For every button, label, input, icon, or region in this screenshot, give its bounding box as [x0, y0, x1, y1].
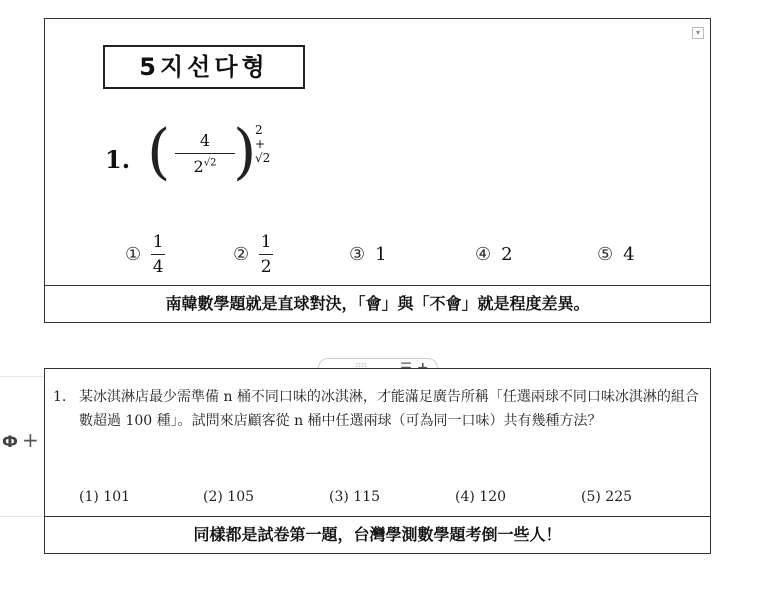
option-5[interactable]: ⑤ 4 [597, 243, 635, 265]
dropdown-arrow-icon[interactable]: ▾ [692, 27, 704, 39]
expression-numerator: 4 [199, 131, 211, 150]
option-2[interactable]: ② 1 2 [233, 231, 272, 277]
card2-caption: 同樣都是試卷第一題，台灣學測數學題考倒一些人！ [45, 516, 710, 553]
card1-caption: 南韓數學題就是直球對決，「會」與「不會」就是程度差異。 [45, 285, 710, 322]
denominator-base: 2 [193, 157, 204, 176]
option-3[interactable]: ③ 1 [349, 243, 387, 265]
choice-5[interactable]: (5) 225 [581, 489, 633, 505]
left-paren: ( [147, 117, 171, 187]
korean-exam-card [44, 18, 711, 323]
right-paren: ) [233, 117, 257, 187]
taiwan-question [53, 385, 703, 505]
drag-handle-icon[interactable]: Ф [2, 432, 18, 451]
korean-options [125, 229, 685, 279]
expression-fraction [175, 131, 235, 176]
choice-3[interactable]: (3) 115 [329, 489, 381, 505]
left-handle-bottom-line [0, 516, 44, 517]
question-number: 1. [105, 145, 131, 174]
choice-4[interactable]: (4) 120 [455, 489, 507, 505]
left-handle-top-line [0, 376, 44, 377]
option-1[interactable]: ① 1 4 [125, 231, 164, 277]
choice-1[interactable]: (1) 101 [79, 489, 131, 505]
expression-power: 2 + √2 [255, 123, 271, 165]
denominator-exponent: √2 [203, 157, 217, 169]
fraction-bar [175, 153, 235, 154]
answer-choices [79, 485, 679, 509]
taiwan-exam-card [44, 368, 711, 554]
add-block-button[interactable]: + [22, 428, 39, 452]
question-number: 1. [53, 389, 67, 405]
expression-denominator [175, 157, 235, 176]
korean-section-title: 5지선다형 [103, 45, 305, 89]
question-text: 某冰淇淋店最少需準備 n 桶不同口味的冰淇淋，才能滿足廣告所稱「任選兩球不同口味冰淇淋的組合數超過 100 種」。試問來店顧客從 n 桶中任選兩球（可為同一口味）共有幾種方法？ [79, 389, 699, 429]
choice-2[interactable]: (2) 105 [203, 489, 255, 505]
option-4[interactable]: ④ 2 [475, 243, 513, 265]
